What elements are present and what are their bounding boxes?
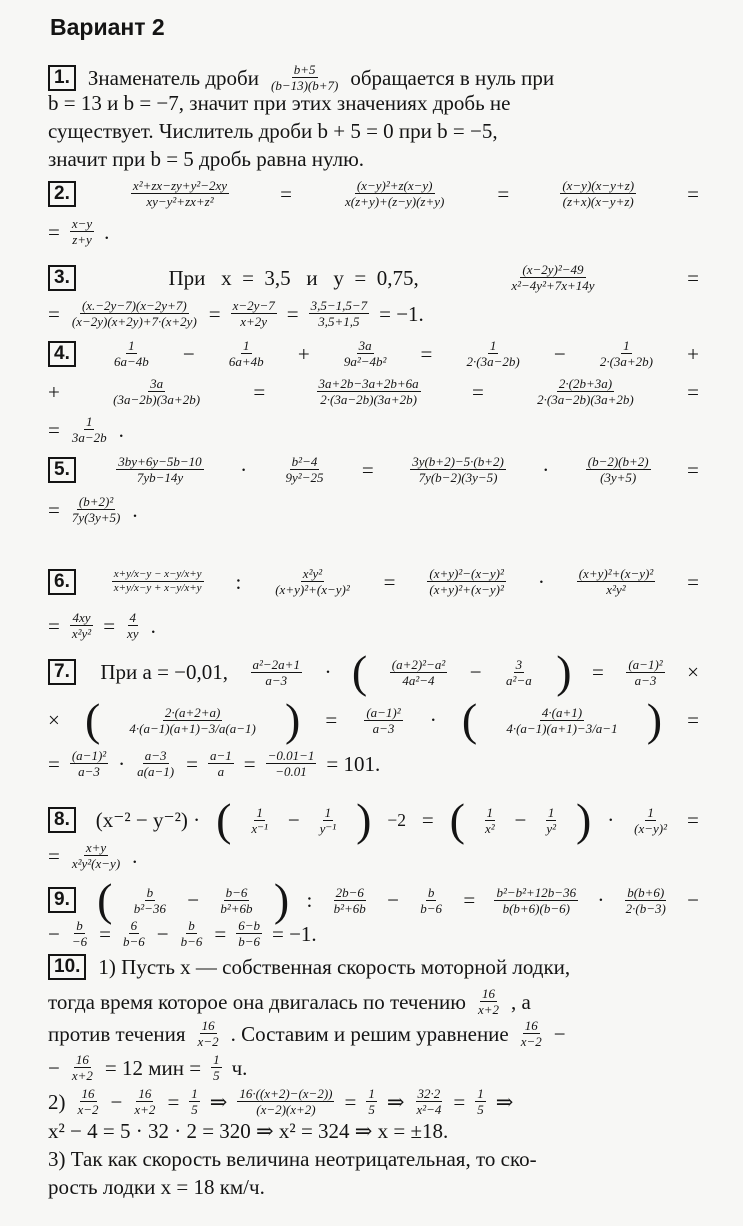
text: ч. xyxy=(231,1055,248,1080)
fraction: $\frac{1}{3a-2b}$ xyxy=(71,414,107,445)
problem-2-line-2: = $\frac{x-y}{z+y}$ . xyxy=(48,216,110,247)
problem-4-line-3: = $\frac{1}{3a-2b}$ . xyxy=(48,414,124,445)
fraction: $\frac{3}{\text{a²−a}}$ xyxy=(506,656,532,688)
text: При x = 3,5 и y = 0,75, xyxy=(168,265,419,290)
fraction: $\frac{(x-y)(x-y+z)}{(z+x)(x-y+z)}$ xyxy=(562,178,635,209)
text: Знаменатель дроби xyxy=(87,65,259,90)
fraction: $\frac{3a}{(3a-2b)(3a+2b)}$ xyxy=(113,376,201,407)
fraction: $\frac{16\cdot((x+2)-(x-2))}{(x-2)(x+2)}$ xyxy=(239,1086,333,1117)
problem-6-line-1: 6. $\frac{x+y/x-y - x-y/x+y}{x+y/x-y + x-y/x+y}$ : $\frac{\text{x²y²}}{\text{(x+y)²+(x−y)²}}$ = $\frac{\text{(x+y)²−(x−y)²}}{\text{(x+y)²+(x−y)²}}$ · $\frac{\text{(x+y)²+(x−y)²}}{\text{x²y²}}$ = xyxy=(48,566,699,597)
problem-number: 5. xyxy=(48,457,76,483)
fraction: $\frac{1}{2\cdot(3a-2b)}$ xyxy=(466,338,520,369)
text: 1) Пусть x — собственная скорость моторной лодки, xyxy=(98,955,571,979)
fraction: $\frac{3by+6y-5b-10}{7yb-14y}$ xyxy=(118,454,202,485)
fraction: $\frac{\text{(a−1)²}}{a-3}$ xyxy=(71,748,107,779)
fraction: $\frac{1}{5}$ xyxy=(191,1086,198,1117)
fraction: $\frac{b}{\text{b²−36}}$ xyxy=(133,884,166,916)
fraction: $\frac{\text{a²−2a+1}}{a-3}$ xyxy=(252,656,300,688)
fraction: $\frac{2b-6}{\text{b²+6b}}$ xyxy=(333,884,366,916)
problem-number: 6. xyxy=(48,569,76,595)
text: против течения xyxy=(48,1021,186,1046)
fraction: $\frac{\text{b²−4}}{\text{9y²−25}}$ xyxy=(285,454,324,485)
fraction: $\frac{16}{x+2}$ xyxy=(71,1052,93,1083)
text: тогда время которое она двигалась по течению xyxy=(48,989,466,1014)
problem-1-line-3: существует. Числитель дроби b + 5 = 0 при b = −5, xyxy=(48,119,498,143)
fraction: $\frac{\text{(x−y)²+z(x−y)}}{x(z+y)+(z-y)(z+y)}$ xyxy=(345,178,445,209)
problem-number: 2. xyxy=(48,181,76,207)
problem-1-line-2: b = 13 и b = −7, значит при этих значениях дробь не xyxy=(48,91,511,115)
problem-10-line-1 xyxy=(48,954,699,980)
fraction: $\frac{1}{\text{(x−y)²}}$ xyxy=(634,804,668,836)
fraction: $\frac{4}{xy}$ xyxy=(127,610,139,641)
problem-9-line-1: 9. ( $\frac{b}{\text{b²−36}}$ − $\frac{b-6}{\text{b²+6b}}$ ) : $\frac{2b-6}{\text{b²+6b}}$ − $\frac{b}{b-6}$ = $\frac{\text{b²−b²+12b−36}}{b(b+6)(b-6)}$ · $\frac{b(b+6)}{2\cdot(b-3)}$ − xyxy=(48,880,699,920)
fraction: $\frac{x-y}{z+y}$ xyxy=(71,216,93,247)
text: 2) xyxy=(48,1089,66,1114)
fraction: $\frac{6}{b-6}$ xyxy=(122,918,145,949)
problem-7-line-2: × ( $\frac{2\cdot(a+2+a)}{4\cdot(a-1)(a+1)-3/a(a-1)}$ ) = $\frac{\text{(a−1)²}}{a-3}$ · ( $\frac{4\cdot(a+1)}{4\cdot(a-1)(a+1)-3/a-1}$ ) = xyxy=(48,694,699,745)
problem-10-line-6: x² − 4 = 5 · 32 · 2 = 320 ⇒ x² = 324 ⇒ x = ±18. xyxy=(48,1119,449,1143)
fraction: $\frac{(x.-2y-7)(x-2y+7)}{(x-2y)(x+2y)+7\cdot(x+2y)}$ xyxy=(71,298,197,329)
text: . Составим и решим уравнение xyxy=(230,1021,509,1046)
problem-8-line-2: = $\frac{x+y}{\text{x²y²(x−y)}}$ . xyxy=(48,840,138,871)
fraction: $\frac{1}{\text{x²}}$ xyxy=(484,804,495,836)
result: = −1. xyxy=(379,301,424,326)
problem-5-line-2: = $\frac{\text{(b+2)²}}{7y(3y+5)}$ . xyxy=(48,494,138,525)
problem-number: 10. xyxy=(48,954,86,980)
fraction: $\frac{1}{5}$ xyxy=(477,1086,484,1117)
problem-7-line-1: 7. При a = −0,01, $\frac{\text{a²−2a+1}}{a-3}$ · ( $\frac{\text{(a+2)²−a²}}{\text{4a²−4}}$ − $\frac{3}{\text{a²−a}}$ ) = $\frac{\text{(a−1)²}}{a-3}$ × xyxy=(48,652,699,692)
problem-3-line-1: 3. При x = 3,5 и y = 0,75, $\frac{\text{(x−2y)²−49}}{\text{x²−4y²+7x+14y}}$ = xyxy=(48,262,699,293)
problem-1-line-4: значит при b = 5 дробь равна нулю. xyxy=(48,147,365,171)
variant-title: Вариант 2 xyxy=(50,14,165,40)
fraction: $\frac{3y(b+2)-5\cdot(b+2)}{7y(b-2)(3y-5)}$ xyxy=(412,454,504,485)
problem-10-line-7: 3) Так как скорость величина неотрицательная, то ско- xyxy=(48,1147,537,1171)
fraction: $\frac{\text{(x−2y)²−49}}{\text{x²−4y²+7x+14y}}$ xyxy=(511,262,595,293)
text: = 12 мин = xyxy=(104,1055,202,1080)
fraction: $\frac{\text{(a+2)²−a²}}{\text{4a²−4}}$ xyxy=(391,656,446,688)
fraction: $\frac{16}{x-2}$ xyxy=(520,1018,542,1049)
fraction: $\frac{2\cdot(a+2+a)}{4\cdot(a-1)(a+1)-3/a(a-1)}$ xyxy=(129,704,256,736)
result: = −1. xyxy=(272,921,317,946)
problem-2-line-1: 2. $\frac{\text{x²+zx−zy+y²−2xy}}{\text{xy−y²+zx+z²}}$ = $\frac{\text{(x−y)²+z(x−y)}}{x(z+y)+(z-y)(z+y)}$ = $\frac{(x-y)(x-y+z)}{(z+x)(x-y+z)}$ = xyxy=(48,178,699,209)
fraction: $\frac{b+5}{(b-13)(b+7)}$ xyxy=(270,62,339,93)
fraction: $\frac{x+y}{\text{x²y²(x−y)}}$ xyxy=(71,840,121,871)
problem-10-line-4: − $\frac{16}{x+2}$ = 12 мин = $\frac{1}{5}$ ч. xyxy=(48,1052,248,1083)
fraction: $\frac{x-2y-7}{x+2y}$ xyxy=(232,298,275,329)
problem-10-line-5: 2) $\frac{16}{x-2}$ − $\frac{16}{x+2}$ = $\frac{1}{5}$ ⇒ $\frac{16\cdot((x+2)-(x-2))}{(x-2)(x+2)}$ = $\frac{1}{5}$ ⇒ $\frac{32\cdot 2}{\text{x²−4}}$ = $\frac{1}{5}$ ⇒ xyxy=(48,1086,514,1117)
fraction: $\frac{\text{(b+2)²}}{7y(3y+5)}$ xyxy=(71,494,121,525)
problem-number: 4. xyxy=(48,341,76,367)
fraction: $\frac{16}{x+2}$ xyxy=(477,986,500,1017)
fraction: $\frac{\text{(a−1)²}}{a-3}$ xyxy=(366,704,401,736)
problem-number: 7. xyxy=(48,659,76,685)
fraction: $\frac{3,5-1,5-7}{3,5+1,5}$ xyxy=(310,298,368,329)
fraction: $\frac{1}{\text{y⁻¹}}$ xyxy=(319,804,337,836)
problem-3-line-2: = $\frac{(x.-2y-7)(x-2y+7)}{(x-2y)(x+2y)+7\cdot(x+2y)}$ = $\frac{x-2y-7}{x+2y}$ = $\frac{3,5-1,5-7}{3,5+1,5}$ = −1. xyxy=(48,298,424,329)
fraction: $\frac{3a+2b-3a+2b+6a}{2\cdot(3a-2b)(3a+2b)}$ xyxy=(318,376,419,407)
fraction: $\frac{1}{6a-4b}$ xyxy=(114,338,149,369)
fraction: $\frac{\text{b²−b²+12b−36}}{b(b+6)(b-6)}$ xyxy=(496,884,577,916)
problem-10-line-2 xyxy=(48,986,699,1017)
fraction: $\frac{1}{\text{y²}}$ xyxy=(546,804,556,836)
fraction: $\frac{b}{-6}$ xyxy=(71,918,88,949)
problem-8-line-1: 8. (x⁻² − y⁻²) · ( $\frac{1}{\text{x⁻¹}}$ − $\frac{1}{\text{y⁻¹}}$ ) −2 = ( $\frac{1}{\text{x²}}$ − $\frac{1}{\text{y²}}$ ) · $\frac{1}{\text{(x−y)²}}$ = xyxy=(48,800,699,840)
fraction: $\frac{b}{b-6}$ xyxy=(180,918,203,949)
fraction: $\frac{a-3}{a(a-1)}$ xyxy=(137,748,175,779)
problem-4-line-2: + $\frac{3a}{(3a-2b)(3a+2b)}$ = $\frac{3a+2b-3a+2b+6a}{2\cdot(3a-2b)(3a+2b)}$ = $\frac{2\cdot(2b+3a)}{2\cdot(3a-2b)(3a+2b)}$ = xyxy=(48,376,699,407)
result: = 101. xyxy=(326,751,381,776)
problem-5-line-1: 5. $\frac{3by+6y-5b-10}{7yb-14y}$ · $\frac{\text{b²−4}}{\text{9y²−25}}$ = $\frac{3y(b+2)-5\cdot(b+2)}{7y(b-2)(3y-5)}$ · $\frac{(b-2)(b+2)}{(3y+5)}$ = xyxy=(48,454,699,485)
fraction: $\frac{\text{(x+y)²−(x−y)²}}{\text{(x+y)²+(x−y)²}}$ xyxy=(429,566,504,597)
problem-1-line-1 xyxy=(48,62,699,93)
fraction: $\frac{16}{x-2}$ xyxy=(197,1018,219,1049)
fraction: $\frac{b}{b-6}$ xyxy=(420,884,443,916)
fraction: $\frac{\text{(a−1)²}}{a-3}$ xyxy=(628,656,663,688)
problem-6-line-2: = $\frac{4xy}{\text{x²y²}}$ = $\frac{4}{xy}$ . xyxy=(48,610,156,641)
problem-4-line-1: 4. $\frac{1}{6a-4b}$ − $\frac{1}{6a+4b}$ + $\frac{3a}{\text{9a²−4b²}}$ = $\frac{1}{2\cdot(3a-2b)}$ − $\frac{1}{2\cdot(3a+2b)}$ + xyxy=(48,338,699,369)
fraction: $\frac{x+y/x-y - x-y/x+y}{x+y/x-y + x-y/x+y}$ xyxy=(113,568,202,594)
fraction: $\frac{b-6}{\text{b²+6b}}$ xyxy=(220,884,253,916)
fraction: $\frac{4xy}{\text{x²y²}}$ xyxy=(71,610,92,641)
problem-9-line-2: − $\frac{b}{-6}$ = $\frac{6}{b-6}$ − $\frac{b}{b-6}$ = $\frac{6-b}{b-6}$ = −1. xyxy=(48,918,317,949)
fraction: $\frac{\text{x²+zx−zy+y²−2xy}}{\text{xy−y²+zx+z²}}$ xyxy=(132,178,228,209)
fraction: $\frac{16}{x+2}$ xyxy=(134,1086,156,1117)
fraction: $\frac{1}{2\cdot(3a+2b)}$ xyxy=(599,338,654,369)
fraction: $\frac{2\cdot(2b+3a)}{2\cdot(3a-2b)(3a+2b)}$ xyxy=(537,376,634,407)
fraction: $\frac{6-b}{b-6}$ xyxy=(238,918,260,949)
fraction: $\frac{16}{x-2}$ xyxy=(77,1086,99,1117)
problem-10-line-3: против течения $\frac{16}{x-2}$ . Составим и решим уравнение $\frac{16}{x-2}$ − xyxy=(48,1018,566,1049)
fraction: $\frac{1}{6a+4b}$ xyxy=(228,338,264,369)
fraction: $\frac{4\cdot(a+1)}{4\cdot(a-1)(a+1)-3/a-1}$ xyxy=(506,704,618,736)
fraction: $\frac{b(b+6)}{2\cdot(b-3)}$ xyxy=(625,884,666,916)
fraction: $\frac{1}{\text{x⁻¹}}$ xyxy=(251,804,268,836)
problem-10-line-8: рость лодки x = 18 км/ч. xyxy=(48,1175,265,1199)
fraction: $\frac{32\cdot 2}{\text{x²−4}}$ xyxy=(416,1086,442,1117)
text: (x⁻² − y⁻²) · xyxy=(95,808,201,832)
fraction: $\frac{a-1}{a}$ xyxy=(209,748,232,779)
problem-number: 3. xyxy=(48,265,76,291)
fraction: $\frac{1}{5}$ xyxy=(368,1086,375,1117)
problem-number: 1. xyxy=(48,65,76,91)
problem-number: 9. xyxy=(48,887,76,913)
fraction: $\frac{\text{x²y²}}{\text{(x+y)²+(x−y)²}}$ xyxy=(275,566,350,597)
problem-number: 8. xyxy=(48,807,76,833)
text: , а xyxy=(511,989,531,1014)
fraction: $\frac{1}{5}$ xyxy=(213,1052,220,1083)
fraction: $\frac{(b-2)(b+2)}{(3y+5)}$ xyxy=(587,454,649,485)
text: При a = −0,01, xyxy=(100,660,229,684)
fraction: $\frac{-0.01-1}{-0.01}$ xyxy=(267,748,315,779)
fraction: $\frac{\text{(x+y)²+(x−y)²}}{\text{x²y²}}$ xyxy=(578,566,654,597)
fraction: $\frac{3a}{\text{9a²−4b²}}$ xyxy=(343,338,387,369)
problem-7-line-3: = $\frac{\text{(a−1)²}}{a-3}$ · $\frac{a-3}{a(a-1)}$ = $\frac{a-1}{a}$ = $\frac{-0.01-1}{-0.01}$ = 101. xyxy=(48,748,381,779)
text: обращается в нуль при xyxy=(350,65,555,90)
